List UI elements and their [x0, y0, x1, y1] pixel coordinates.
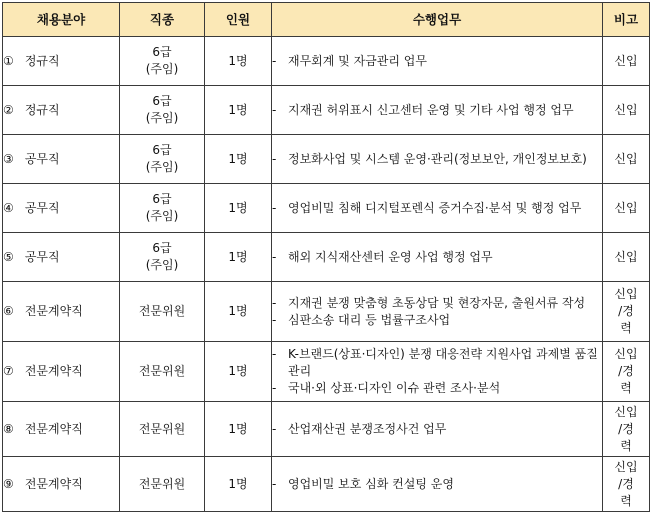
duty-text: 영업비밀 보호 심화 컨설팅 운영 — [288, 476, 454, 491]
cell-note — [603, 184, 650, 233]
duty-text: 영업비밀 침해 디지털포렌식 증거수집·분석 및 행정 업무 — [288, 200, 582, 215]
cell-note — [603, 86, 650, 135]
cell-job-type — [120, 184, 205, 233]
cell-duties — [272, 184, 603, 233]
job-type-line: 전문위원 — [138, 304, 186, 318]
dash-bullet: - — [272, 53, 277, 68]
duty-item — [272, 421, 602, 438]
cell-note — [603, 342, 650, 402]
job-type-line: (주임) — [145, 160, 179, 174]
duty-item — [272, 151, 602, 168]
cell-field — [3, 37, 120, 86]
cell-headcount: 1명 — [205, 37, 272, 86]
cell-duties — [272, 457, 603, 512]
note-line: 신입 — [614, 200, 638, 215]
dash-bullet: - — [272, 381, 277, 395]
row-number: ⑤ — [3, 249, 14, 264]
job-type-line: (주임) — [145, 209, 179, 223]
dash-bullet: - — [272, 151, 277, 166]
recruitment-table — [2, 2, 650, 512]
row-number: ④ — [3, 200, 14, 215]
duty-text: 국내·외 상표·디자인 이슈 관련 조사·분석 — [288, 381, 501, 395]
cell-job-type — [120, 342, 205, 402]
dash-bullet: - — [272, 421, 277, 436]
dash-bullet: - — [272, 249, 277, 264]
table-row — [3, 37, 650, 86]
job-type-line: 전문위원 — [138, 364, 186, 378]
cell-headcount: 1명 — [205, 457, 272, 512]
note-line: 신입 — [614, 53, 638, 68]
row-number: ⑥ — [3, 304, 14, 318]
header-duties: 수행업무 — [272, 3, 603, 37]
table-row — [3, 342, 650, 402]
note-line: 력 — [620, 321, 632, 335]
cell-job-type — [120, 37, 205, 86]
cell-job-type — [120, 135, 205, 184]
duty-item — [272, 200, 602, 217]
cell-job-type — [120, 282, 205, 342]
field-name: 정규직 — [24, 102, 60, 117]
note-line: /경 — [618, 476, 634, 491]
cell-headcount: 1명 — [205, 342, 272, 402]
note-line: 신입 — [614, 151, 638, 166]
cell-job-type — [120, 233, 205, 282]
cell-note — [603, 135, 650, 184]
job-type-line: (주임) — [145, 258, 179, 272]
table-row — [3, 135, 650, 184]
field-name: 공무직 — [24, 200, 60, 215]
cell-field — [3, 342, 120, 402]
duty-item — [272, 295, 602, 312]
duty-text: 심판소송 대리 등 법률구조사업 — [288, 312, 451, 327]
cell-note — [603, 37, 650, 86]
table-row — [3, 233, 650, 282]
duty-text: 정보화사업 및 시스템 운영·관리(정보보안, 개인정보보호) — [288, 151, 587, 166]
cell-duties — [272, 37, 603, 86]
field-name: 공무직 — [24, 151, 60, 166]
table-row — [3, 86, 650, 135]
row-number: ② — [3, 102, 14, 117]
field-name: 전문계약직 — [24, 421, 83, 436]
duty-text: 산업재산권 분쟁조정사건 업무 — [288, 421, 447, 436]
job-type-line: 6급 — [152, 94, 172, 108]
field-name: 전문계약직 — [24, 304, 83, 318]
job-type-line: (주임) — [145, 62, 179, 76]
dash-bullet: - — [272, 295, 277, 310]
field-name: 정규직 — [24, 53, 60, 68]
cell-duties — [272, 342, 603, 402]
header-headcount: 인원 — [205, 3, 272, 37]
cell-headcount: 1명 — [205, 233, 272, 282]
duty-item — [272, 476, 602, 493]
duty-item — [272, 53, 602, 70]
dash-bullet: - — [272, 200, 277, 215]
cell-headcount: 1명 — [205, 86, 272, 135]
cell-duties — [272, 135, 603, 184]
note-line: 력 — [620, 438, 632, 453]
duty-text: 지재권 분쟁 맞춤형 초동상담 및 현장자문, 출원서류 작성 — [288, 295, 586, 310]
table-row — [3, 282, 650, 342]
table-header-row — [3, 3, 650, 37]
table-row — [3, 457, 650, 512]
cell-note — [603, 282, 650, 342]
note-line: 신입 — [614, 102, 638, 117]
cell-field — [3, 184, 120, 233]
cell-field — [3, 402, 120, 457]
dash-bullet: - — [272, 312, 277, 327]
duty-item — [272, 102, 602, 119]
row-number: ③ — [3, 151, 14, 166]
cell-duties — [272, 233, 603, 282]
cell-field — [3, 86, 120, 135]
recruitment-table-container — [2, 2, 650, 512]
note-line: /경 — [618, 364, 634, 378]
cell-duties — [272, 86, 603, 135]
row-number: ⑨ — [3, 476, 14, 491]
row-number: ⑧ — [3, 421, 14, 436]
cell-field — [3, 282, 120, 342]
duty-text: 해외 지식재산센터 운영 사업 행정 업무 — [288, 249, 493, 264]
duty-text: 재무회계 및 자금관리 업무 — [288, 53, 427, 68]
cell-job-type — [120, 86, 205, 135]
table-row — [3, 184, 650, 233]
note-line: /경 — [618, 421, 634, 436]
duty-item — [272, 346, 602, 380]
dash-bullet: - — [272, 347, 277, 361]
field-name: 공무직 — [24, 249, 60, 264]
duty-item — [272, 249, 602, 266]
cell-duties — [272, 282, 603, 342]
note-line: 신입 — [614, 287, 638, 301]
job-type-line: 전문위원 — [138, 476, 186, 491]
field-name: 전문계약직 — [24, 364, 83, 378]
table-body — [3, 37, 650, 512]
cell-headcount: 1명 — [205, 135, 272, 184]
dash-bullet: - — [272, 102, 277, 117]
note-line: 력 — [620, 493, 632, 508]
field-name: 전문계약직 — [24, 476, 83, 491]
note-line: /경 — [618, 304, 634, 318]
cell-headcount: 1명 — [205, 282, 272, 342]
table-row — [3, 402, 650, 457]
note-line: 신입 — [614, 347, 638, 361]
note-line: 신입 — [614, 249, 638, 264]
cell-job-type — [120, 457, 205, 512]
job-type-line: 전문위원 — [138, 421, 186, 436]
job-type-line: 6급 — [152, 143, 172, 157]
note-line: 력 — [620, 381, 632, 395]
cell-duties — [272, 402, 603, 457]
dash-bullet: - — [272, 476, 277, 491]
header-job-type: 직종 — [120, 3, 205, 37]
cell-note — [603, 402, 650, 457]
cell-field — [3, 135, 120, 184]
duty-item — [272, 312, 602, 329]
row-number: ① — [3, 53, 14, 68]
cell-job-type — [120, 402, 205, 457]
row-number: ⑦ — [3, 364, 14, 378]
cell-headcount: 1명 — [205, 402, 272, 457]
note-line: 신입 — [614, 404, 638, 419]
duty-text: K-브랜드(상표·디자인) 분쟁 대응전략 지원사업 과제별 품질 관리 — [288, 347, 598, 378]
cell-headcount: 1명 — [205, 184, 272, 233]
job-type-line: 6급 — [152, 45, 172, 59]
job-type-line: (주임) — [145, 111, 179, 125]
cell-note — [603, 457, 650, 512]
header-note: 비고 — [603, 3, 650, 37]
duty-item — [272, 380, 602, 397]
job-type-line: 6급 — [152, 241, 172, 255]
cell-field — [3, 233, 120, 282]
header-field: 채용분야 — [3, 3, 120, 37]
cell-note — [603, 233, 650, 282]
duty-text: 지재권 허위표시 신고센터 운영 및 기타 사업 행정 업무 — [288, 102, 574, 117]
job-type-line: 6급 — [152, 192, 172, 206]
cell-field — [3, 457, 120, 512]
note-line: 신입 — [614, 459, 638, 474]
